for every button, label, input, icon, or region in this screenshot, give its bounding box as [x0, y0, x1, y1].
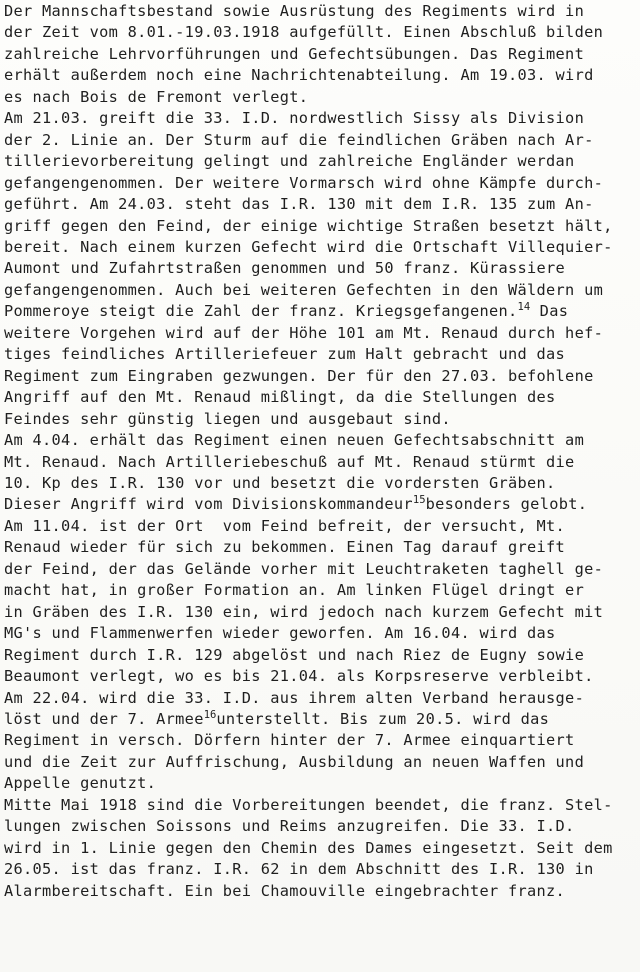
text-line: [4, 452, 640, 473]
text-line: [4, 795, 640, 816]
text-segment: Mt. Renaud. Nach Artilleriebeschuß auf Mt. Renaud stürmt die: [4, 452, 575, 471]
text-line: [4, 473, 640, 494]
text-segment: zahlreiche Lehrvorführungen und Gefechtsübungen. Das Regiment: [4, 44, 585, 63]
text-segment: Regiment durch I.R. 129 abgelöst und nach Riez de Eugny sowie: [4, 645, 585, 664]
text-line: [4, 173, 640, 194]
text-line: [4, 816, 640, 837]
text-segment: besonders gelobt.: [425, 495, 588, 514]
text-segment: löst und der 7. Armee: [4, 709, 204, 728]
text-line: [4, 1, 640, 22]
text-line: [4, 108, 640, 129]
text-line: [4, 301, 640, 322]
text-segment: bereit. Nach einem kurzen Gefecht wird die Ortschaft Villequier-: [4, 237, 613, 256]
text-segment: Der Mannschaftsbestand sowie Ausrüstung des Regiments wird in: [4, 2, 585, 20]
text-line: [4, 494, 640, 515]
text-line: [4, 666, 640, 687]
text-segment: Beaumont verlegt, wo es bis 21.04. als Korpsreserve verbleibt.: [4, 667, 594, 686]
text-segment: Pommeroye steigt die Zahl der franz. Kriegsgefangenen.: [4, 302, 518, 321]
footnote-marker: 15: [412, 494, 426, 507]
text-line: [4, 130, 640, 151]
text-segment: Am 21.03. greift die 33. I.D. nordwestlich Sissy als Division: [4, 109, 585, 128]
text-line: [4, 881, 640, 902]
footnote-marker: 16: [203, 709, 217, 722]
text-segment: Renaud wieder für sich zu bekommen. Einen Tag darauf greift: [4, 538, 566, 557]
text-segment: erhält außerdem noch eine Nachrichtenabteilung. Am 19.03. wird: [4, 66, 594, 85]
text-segment: Alarmbereitschaft. Ein bei Chamouville eingebrachter franz.: [4, 881, 566, 900]
text-segment: in Gräben des I.R. 130 ein, wird jedoch nach kurzem Gefecht mit: [4, 602, 604, 621]
text-segment: unterstellt. Bis zum 20.5. wird das: [216, 709, 550, 728]
document-body: [4, 1, 640, 902]
text-line: [4, 258, 640, 279]
text-line: [4, 387, 640, 408]
text-segment: Am 22.04. wird die 33. I.D. aus ihrem alten Verband herausge-: [4, 688, 585, 707]
text-line: [4, 730, 640, 751]
text-line: [4, 709, 640, 730]
text-line: [4, 623, 640, 644]
text-segment: tillerievorbereitung gelingt und zahlreiche Engländer werdan: [4, 152, 575, 171]
text-segment: griff gegen den Feind, der einige wichtige Straßen besetzt hält,: [4, 216, 613, 235]
text-line: [4, 580, 640, 601]
text-line: [4, 859, 640, 880]
text-segment: geführt. Am 24.03. steht das I.R. 130 mit dem I.R. 135 zum An-: [4, 195, 594, 214]
text-line: [4, 194, 640, 215]
text-segment: gefangengenommen. Auch bei weiteren Gefechten in den Wäldern um: [4, 280, 604, 299]
text-line: [4, 22, 640, 43]
text-segment: Appelle genutzt.: [4, 774, 157, 793]
text-segment: Angriff auf den Mt. Renaud mißlingt, da die Stellungen des: [4, 388, 556, 407]
text-line: [4, 44, 640, 65]
text-segment: der Zeit vom 8.01.-19.03.1918 aufgefüllt. Einen Abschluß bilden: [4, 23, 604, 42]
text-line: [4, 366, 640, 387]
text-line: [4, 537, 640, 558]
text-line: [4, 323, 640, 344]
text-segment: Am 4.04. erhält das Regiment einen neuen Gefechtsabschnitt am: [4, 431, 585, 450]
text-segment: Dieser Angriff wird vom Divisionskommandeur: [4, 495, 413, 514]
text-segment: es nach Bois de Fremont verlegt.: [4, 87, 309, 106]
text-line: [4, 838, 640, 859]
text-segment: Regiment in versch. Dörfern hinter der 7. Armee einquartiert: [4, 731, 575, 750]
text-line: [4, 151, 640, 172]
footnote-marker: 14: [517, 301, 531, 314]
text-line: [4, 344, 640, 365]
text-line: [4, 216, 640, 237]
text-line: [4, 237, 640, 258]
text-segment: Mitte Mai 1918 sind die Vorbereitungen beendet, die franz. Stel-: [4, 795, 613, 814]
text-segment: wird in 1. Linie gegen den Chemin des Dames eingesetzt. Seit dem: [4, 838, 613, 857]
text-line: [4, 409, 640, 430]
text-segment: tiges feindliches Artilleriefeuer zum Halt gebracht und das: [4, 345, 566, 364]
text-segment: MG's und Flammenwerfen wieder geworfen. Am 16.04. wird das: [4, 624, 556, 643]
text-line: [4, 516, 640, 537]
text-line: [4, 752, 640, 773]
text-segment: weitere Vorgehen wird auf der Höhe 101 am Mt. Renaud durch hef-: [4, 323, 604, 342]
text-segment: der 2. Linie an. Der Sturm auf die feindlichen Gräben nach Ar-: [4, 130, 594, 149]
text-segment: der Feind, der das Gelände vorher mit Leuchtraketen taghell ge-: [4, 559, 604, 578]
text-segment: gefangengenommen. Der weitere Vormarsch wird ohne Kämpfe durch-: [4, 173, 604, 192]
text-segment: Regiment zum Eingraben gezwungen. Der für den 27.03. befohlene: [4, 366, 594, 385]
text-segment: und die Zeit zur Auffrischung, Ausbildung an neuen Waffen und: [4, 752, 585, 771]
text-segment: Aumont und Zufahrtstraßen genommen und 50 franz. Kürassiere: [4, 259, 566, 278]
text-segment: Das: [530, 302, 569, 321]
text-line: [4, 430, 640, 451]
text-line: [4, 645, 640, 666]
text-line: [4, 65, 640, 86]
text-line: [4, 280, 640, 301]
text-line: [4, 688, 640, 709]
text-segment: Am 11.04. ist der Ort vom Feind befreit, der versucht, Mt.: [4, 516, 566, 535]
text-segment: Feindes sehr günstig liegen und ausgebaut sind.: [4, 409, 451, 428]
text-line: [4, 602, 640, 623]
text-line: [4, 559, 640, 580]
text-segment: macht hat, in großer Formation an. Am linken Flügel dringt er: [4, 581, 585, 600]
text-segment: 26.05. ist das franz. I.R. 62 in dem Abschnitt des I.R. 130 in: [4, 860, 594, 879]
text-segment: lungen zwischen Soissons und Reims anzugreifen. Die 33. I.D.: [4, 817, 575, 836]
text-segment: 10. Kp des I.R. 130 vor und besetzt die vordersten Gräben.: [4, 473, 556, 492]
text-line: [4, 87, 640, 108]
text-line: [4, 773, 640, 794]
